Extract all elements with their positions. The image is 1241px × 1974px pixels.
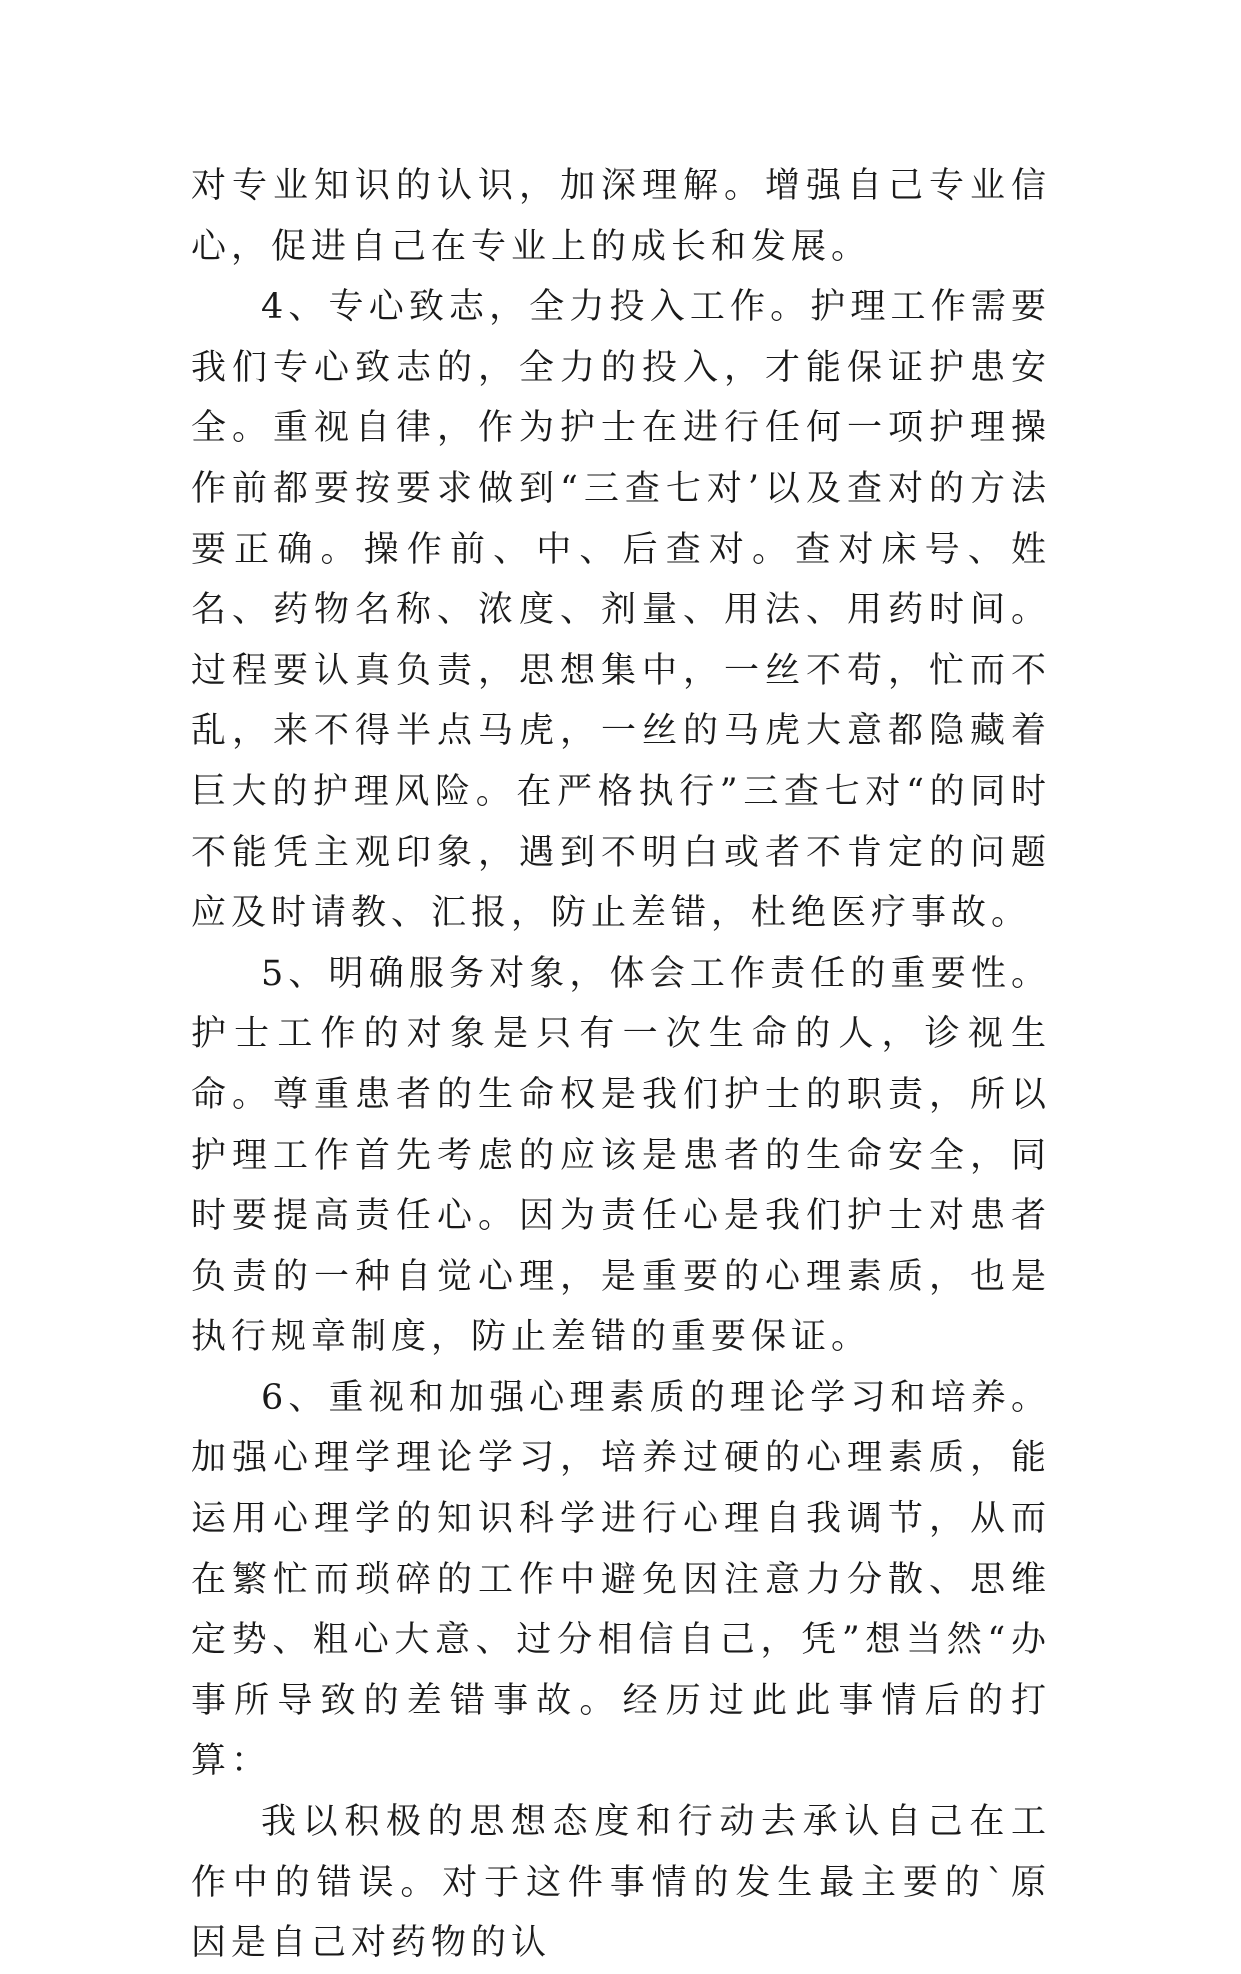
paragraph-closing: 我以积极的思想态度和行动去承认自己在工作中的错误。对于这件事情的发生最主要的`原因是自己对药物的认 [191, 1802, 1051, 1964]
document-page [191, 156, 1051, 1974]
paragraph-continuation: 对专业知识的认识，加深理解。增强自己专业信心，促进自己在专业上的成长和发展。 [191, 166, 1051, 267]
paragraph-item-4: 4、专心致志，全力投入工作。护理工作需要我们专心致志的，全力的投入，才能保证护患安全。重视自律，作为护士在进行任何一项护理操作前都要按要求做到“三查七对’以及查对的方法要正确。操作前、中、后查对。查对床号、姓名、药物名称、浓度、剂量、用法、用药时间。过程要认真负责，思想集中，一丝不苟，忙而不乱，来不得半点马虎，一丝的马虎大意都隐藏着巨大的护理风险。在严格执行”三查七对“的同时不能凭主观印象，遇到不明白或者不肯定的问题应及时请教、汇报，防止差错，杜绝医疗事故。 [191, 287, 1051, 934]
paragraph-item-6: 6、重视和加强心理素质的理论学习和培养。加强心理学理论学习，培养过硬的心理素质，能运用心理学的知识科学进行心理自我调节，从而在繁忙而琐碎的工作中避免因注意力分散、思维定势、粗心大意、过分相信自己，凭”想当然“办事所导致的差错事故。经历过此此事情后的打算： [191, 1377, 1051, 1782]
paragraph-item-5: 5、明确服务对象，体会工作责任的重要性。护士工作的对象是只有一次生命的人，诊视生命。尊重患者的生命权是我们护士的职责，所以护理工作首先考虑的应该是患者的生命安全，同时要提高责任心。因为责任心是我们护士对患者负责的一种自觉心理，是重要的心理素质，也是执行规章制度，防止差错的重要保证。 [191, 953, 1051, 1358]
